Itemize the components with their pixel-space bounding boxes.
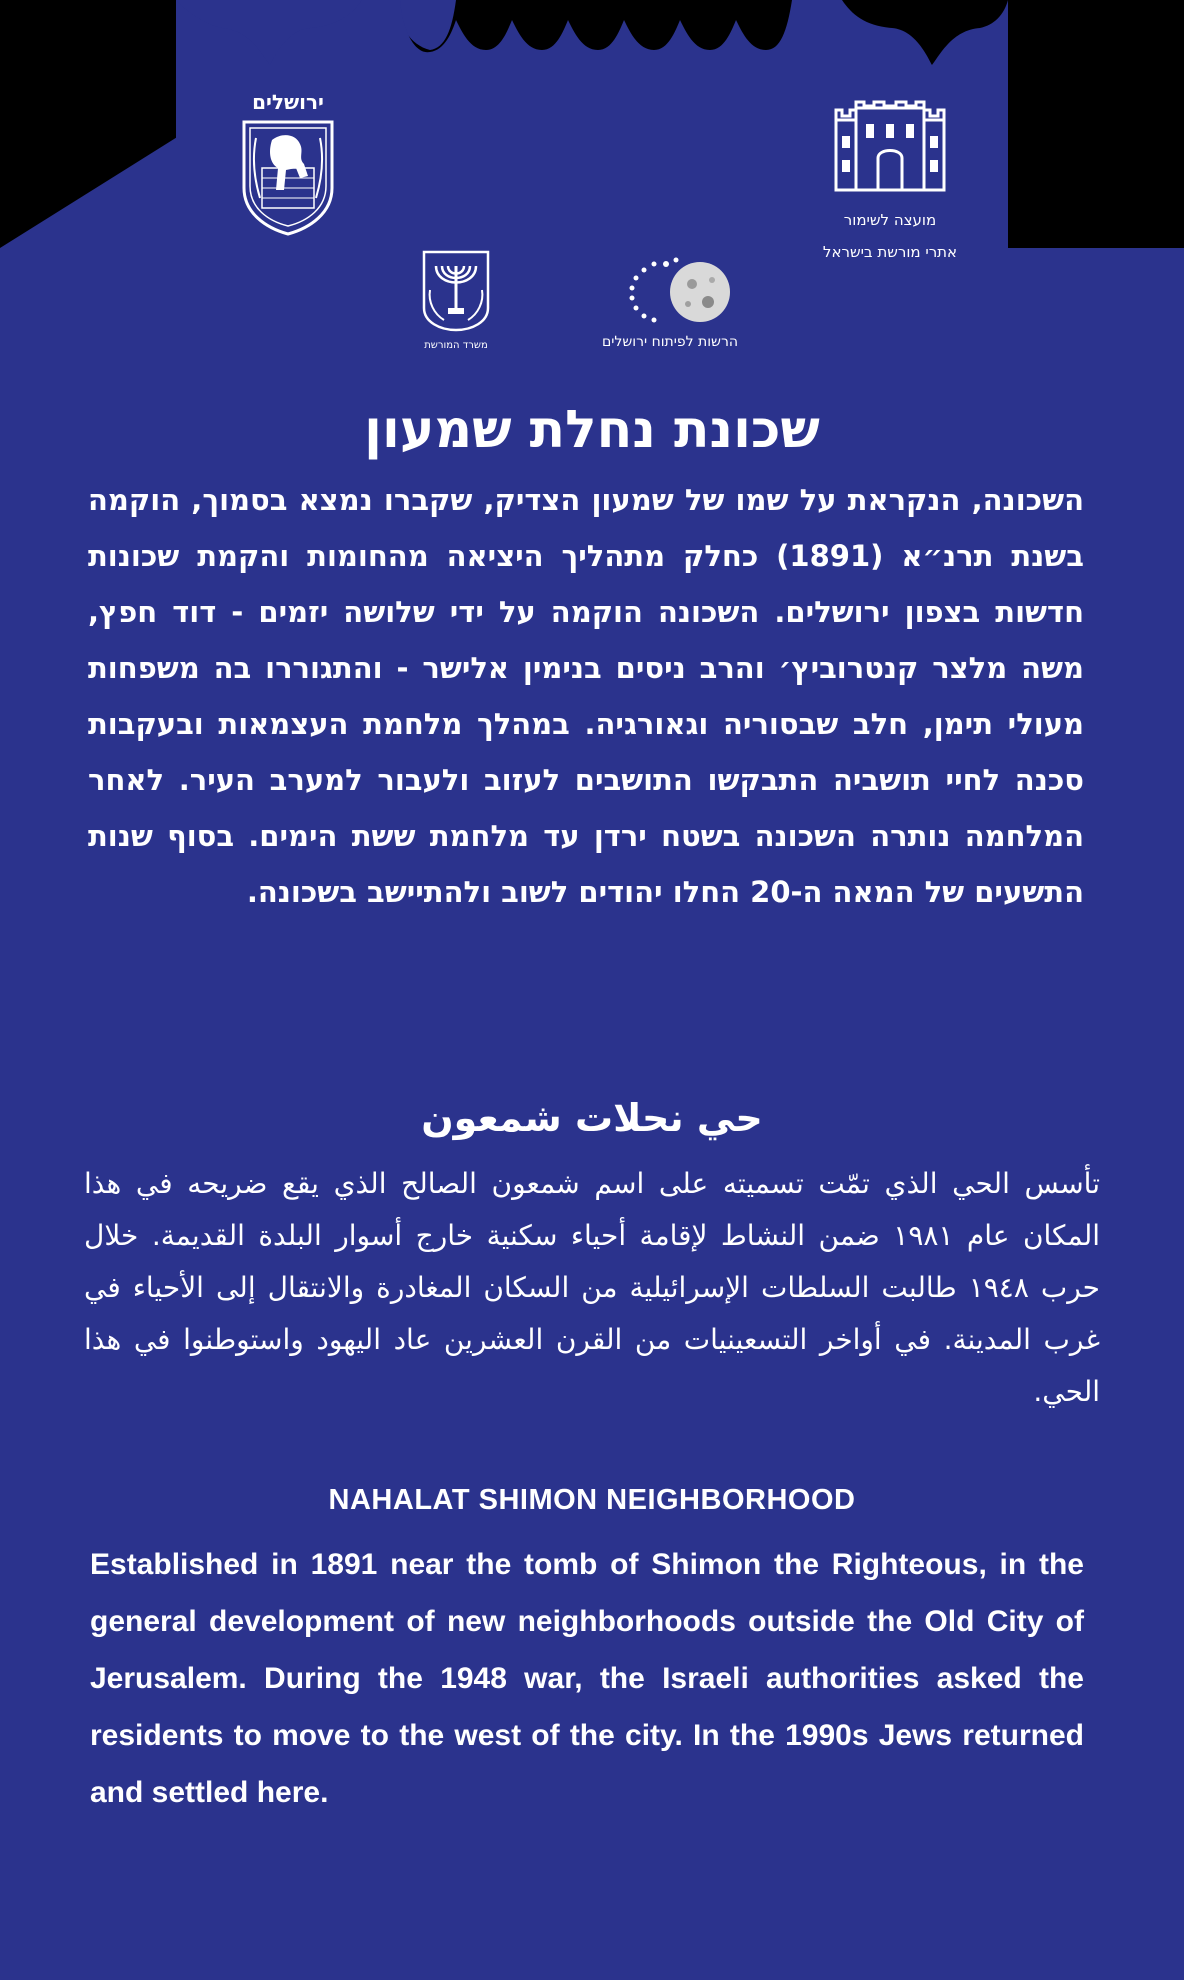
jerusalem-logo: [232, 90, 344, 242]
arabic-title: حي نحلات شمعون: [421, 1096, 763, 1140]
authority-caption: הרשות לפיתוח ירושלים: [601, 334, 739, 350]
english-body: Established in 1891 near the tomb of Shimon the Righteous, in the general development of new neighborhoods outside the Old City of Jerusalem. During the 1948 war, the Israeli authorities asked the residents to move to the west of the city. In the 1990s Jews returned and settled here.: [90, 1548, 1084, 1809]
arabic-body: تأسس الحي الذي تمّت تسميته على اسم شمعون الصالح الذي يقع ضريحه في هذا المكان عام ١٩٨١ ضمن النشاط لإقامة أحياء سكنية خارج أسوار البلدة القديمة. خلال حرب ١٩٤٨ طالبت السلطات الإسرائيلية من السكان المغادرة والانتقال إلى الأحياء في غرب المدينة. في أواخر التسعينيات من القرن العشرين عاد اليهود واستوطنوا في هذا الحي.: [84, 1167, 1101, 1408]
jerusalem-logo-caption: ירושלים: [252, 90, 324, 114]
dotted-globe-icon: [600, 256, 740, 326]
heritage-building-icon: [830, 100, 950, 194]
english-title: NAHALAT SHIMON NEIGHBORHOOD: [328, 1484, 856, 1516]
ministry-logo: [408, 250, 504, 351]
ministry-caption: משרד המורשת: [424, 340, 488, 351]
lion-shield-icon: [238, 118, 338, 238]
development-authority-logo: [570, 256, 770, 350]
hebrew-title: שכונת נחלת שמעון: [364, 400, 820, 460]
council-caption-line1: מועצה לשימור: [843, 211, 937, 229]
menorah-emblem-icon: [420, 250, 492, 332]
council-caption-line2: אתרי מורשת בישראל: [822, 243, 958, 261]
hebrew-body: השכונה, הנקראת על שמו של שמעון הצדיק, שקברו נמצא בסמוך, הוקמה בשנת תרנ״א (1891) כחלק מתהליך היציאה מהחומות והקמת שכונות חדשות בצפון ירושלים. השכונה הוקמה על ידי שלושה יזמים - דוד חפץ, משה מלצר קנטרוביץ׳ והרב ניסים בנימין אלישר - והתגוררו בה משפחות מעולי תימן, חלב שבסוריה וגאורגיה. במהלך מלחמת העצמאות ובעקבות סכנה לחיי תושביה התבקשו התושבים לעזוב ולעבור למערב העיר. לאחר המלחמה נותרה השכונה בשטח ירדן עד מלחמת ששת הימים. בסוף שנות התשעים של המאה ה-20 החלו יהודים לשוב ולהתיישב בשכונה.: [88, 483, 1084, 909]
heritage-council-logo: [790, 100, 990, 262]
